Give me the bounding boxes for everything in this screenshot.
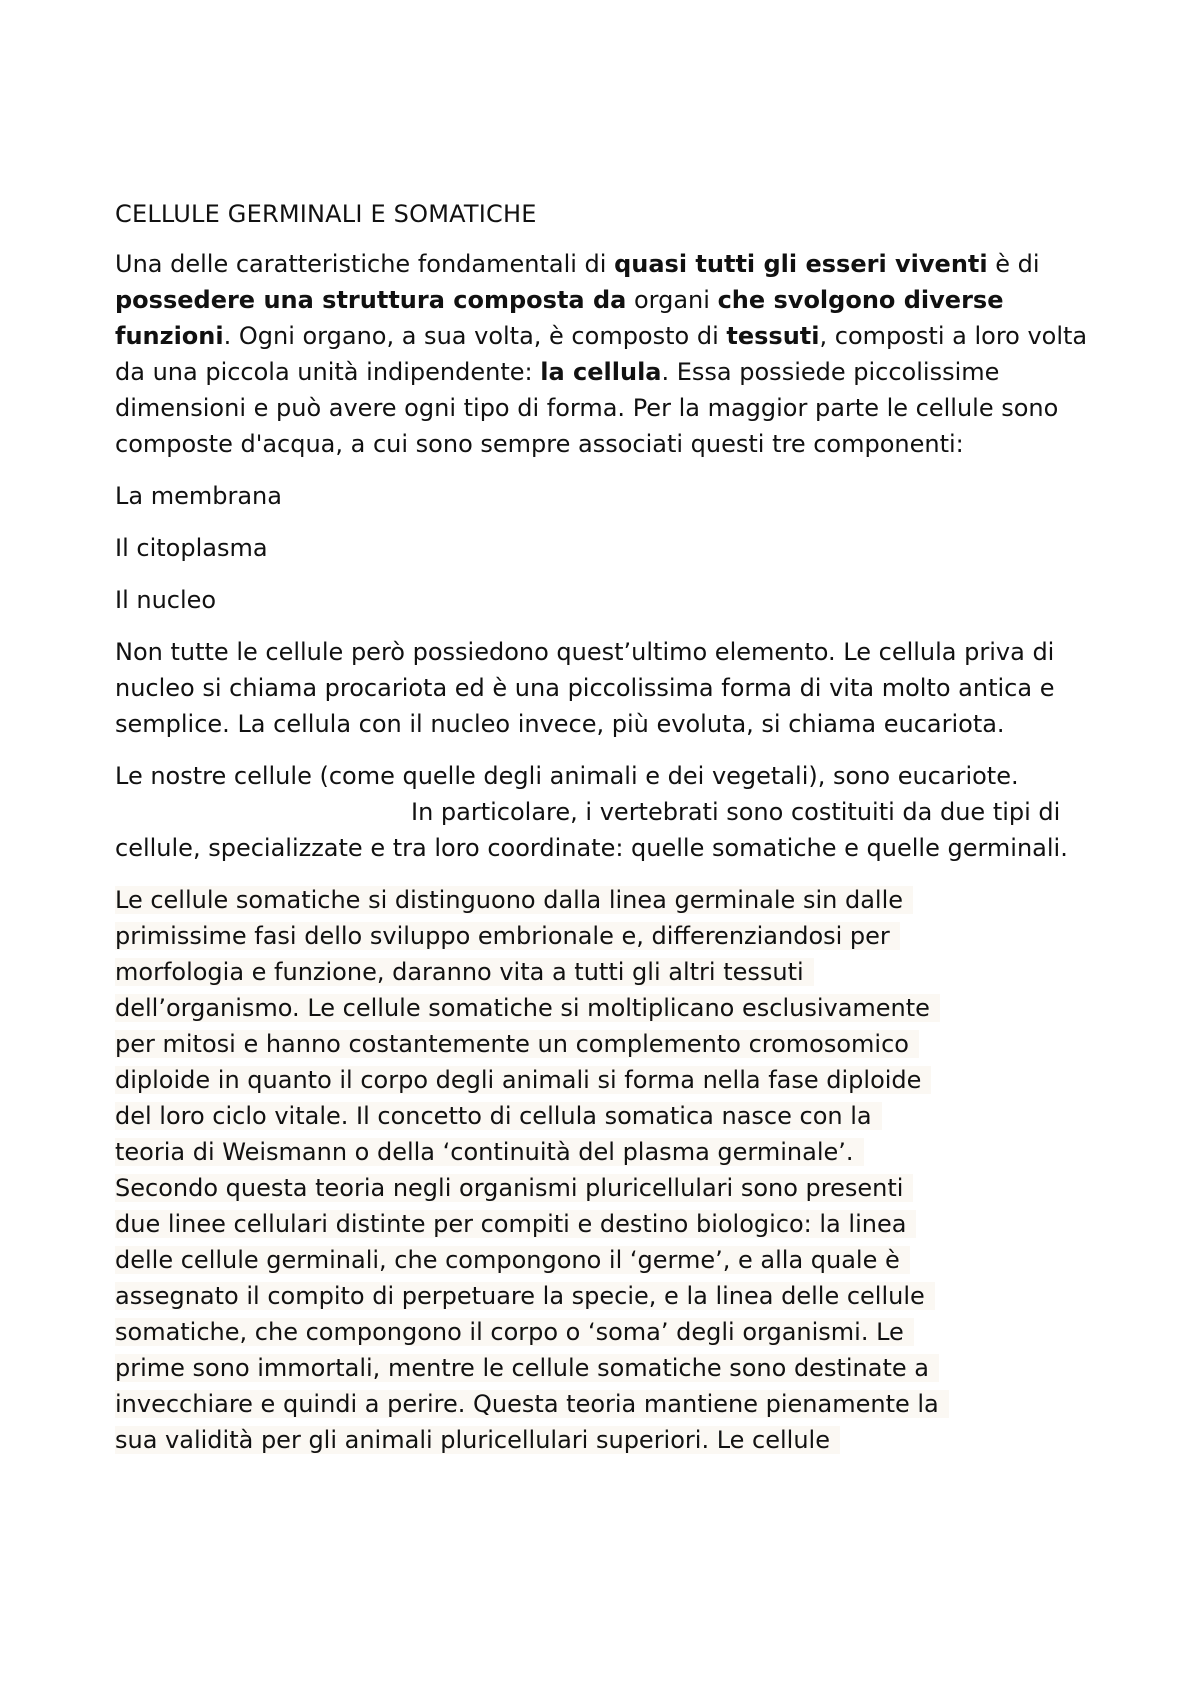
- bold-text-run: che svolgono diverse funzioni: [115, 286, 1004, 350]
- paragraph-line: [115, 1242, 1095, 1278]
- highlighted-text: dell’organismo. Le cellule somatiche si moltiplicano esclusivamente: [115, 994, 940, 1022]
- bold-text-run: la cellula: [540, 358, 662, 386]
- component-item: Il nucleo: [115, 586, 217, 614]
- paragraph-line: [115, 1422, 1095, 1458]
- eucariote-text-b: In particolare, i vertebrati sono costituiti da due tipi di cellule, specializzate e tra loro coordinate: quelle somatiche e quelle germinali.: [115, 798, 1068, 862]
- paragraph-line: [115, 1386, 1095, 1422]
- component-item: La membrana: [115, 482, 282, 510]
- paragraph-line: [115, 882, 1095, 918]
- bold-text-run: quasi tutti gli esseri viventi: [614, 250, 988, 278]
- text-run: . Ogni organo, a sua volta, è composto di: [223, 322, 727, 350]
- eucariote-paragraph: [115, 758, 1095, 866]
- bold-text-run: tessuti: [726, 322, 820, 350]
- highlighted-text: prime sono immortali, mentre le cellule somatiche sono destinate a: [115, 1354, 939, 1382]
- highlighted-text: per mitosi e hanno costantemente un complemento cromosomico: [115, 1030, 919, 1058]
- document-page: [115, 196, 1095, 1458]
- text-run: Una delle caratteristiche fondamentali di: [115, 250, 615, 278]
- paragraph-line: [115, 918, 1095, 954]
- highlighted-text: sua validità per gli animali pluricellulari superiori. Le cellule: [115, 1426, 840, 1454]
- highlighted-text: del loro ciclo vitale. Il concetto di cellula somatica nasce con la: [115, 1102, 882, 1130]
- highlighted-text: somatiche, che compongono il corpo o ‘soma’ degli organismi. Le: [115, 1318, 914, 1346]
- highlighted-text: due linee cellulari distinte per compiti e destino biologico: la linea: [115, 1210, 916, 1238]
- paragraph-line: [115, 1098, 1095, 1134]
- component-item: Il citoplasma: [115, 534, 268, 562]
- paragraph-line: [115, 1314, 1095, 1350]
- bold-text-run: possedere una struttura composta da: [115, 286, 627, 314]
- paragraph-line: [115, 954, 1095, 990]
- highlighted-text: delle cellule germinali, che compongono il ‘germe’, e alla quale è: [115, 1246, 910, 1274]
- components-list: [115, 478, 1095, 618]
- text-run: è di: [987, 250, 1040, 278]
- highlighted-text: Le cellule somatiche si distinguono dalla linea germinale sin dalle: [115, 886, 913, 914]
- intro-paragraph: [115, 246, 1095, 462]
- paragraph-line: [115, 1026, 1095, 1062]
- nucleus-paragraph: Non tutte le cellule però possiedono quest’ultimo elemento. Le cellula priva di nucleo si chiama procariota ed è una piccolissima forma di vita molto antica e semplice. La cellula con il nucleo invece, più evoluta, si chiama eucariota.: [115, 638, 1055, 738]
- paragraph-line: [115, 1170, 1095, 1206]
- highlighted-text: morfologia e funzione, daranno vita a tutti gli altri tessuti: [115, 958, 814, 986]
- highlighted-text: Secondo questa teoria negli organismi pluricellulari sono presenti: [115, 1174, 913, 1202]
- text-run: . Essa possiede piccolissime dimensioni e può avere ogni tipo di forma. Per la maggior parte le cellule sono composte d'acqua, a cui sono sempre associati questi tre componenti:: [115, 358, 1059, 458]
- highlighted-text: teoria di Weismann o della ‘continuità del plasma germinale’.: [115, 1138, 864, 1166]
- highlighted-text: primissime fasi dello sviluppo embrionale e, differenziandosi per: [115, 922, 900, 950]
- paragraph-line: [115, 1206, 1095, 1242]
- highlighted-text: diploide in quanto il corpo degli animali si forma nella fase diploide: [115, 1066, 931, 1094]
- paragraph-line: [115, 1134, 1095, 1170]
- highlighted-text: invecchiare e quindi a perire. Questa teoria mantiene pienamente la: [115, 1390, 949, 1418]
- text-run: organi: [626, 286, 718, 314]
- paragraph-line: [115, 1350, 1095, 1386]
- paragraph-line: [115, 990, 1095, 1026]
- highlighted-text: assegnato il compito di perpetuare la specie, e la linea delle cellule: [115, 1282, 935, 1310]
- text-run: , composti a loro volta da una piccola unità indipendente:: [115, 322, 1088, 386]
- eucariote-text-a: Le nostre cellule (come quelle degli animali e dei vegetali), sono eucariote.: [115, 762, 1019, 790]
- document-title: CELLULE GERMINALI E SOMATICHE: [115, 200, 537, 228]
- somatic-paragraph: [115, 882, 1095, 1458]
- paragraph-line: [115, 1062, 1095, 1098]
- paragraph-line: [115, 1278, 1095, 1314]
